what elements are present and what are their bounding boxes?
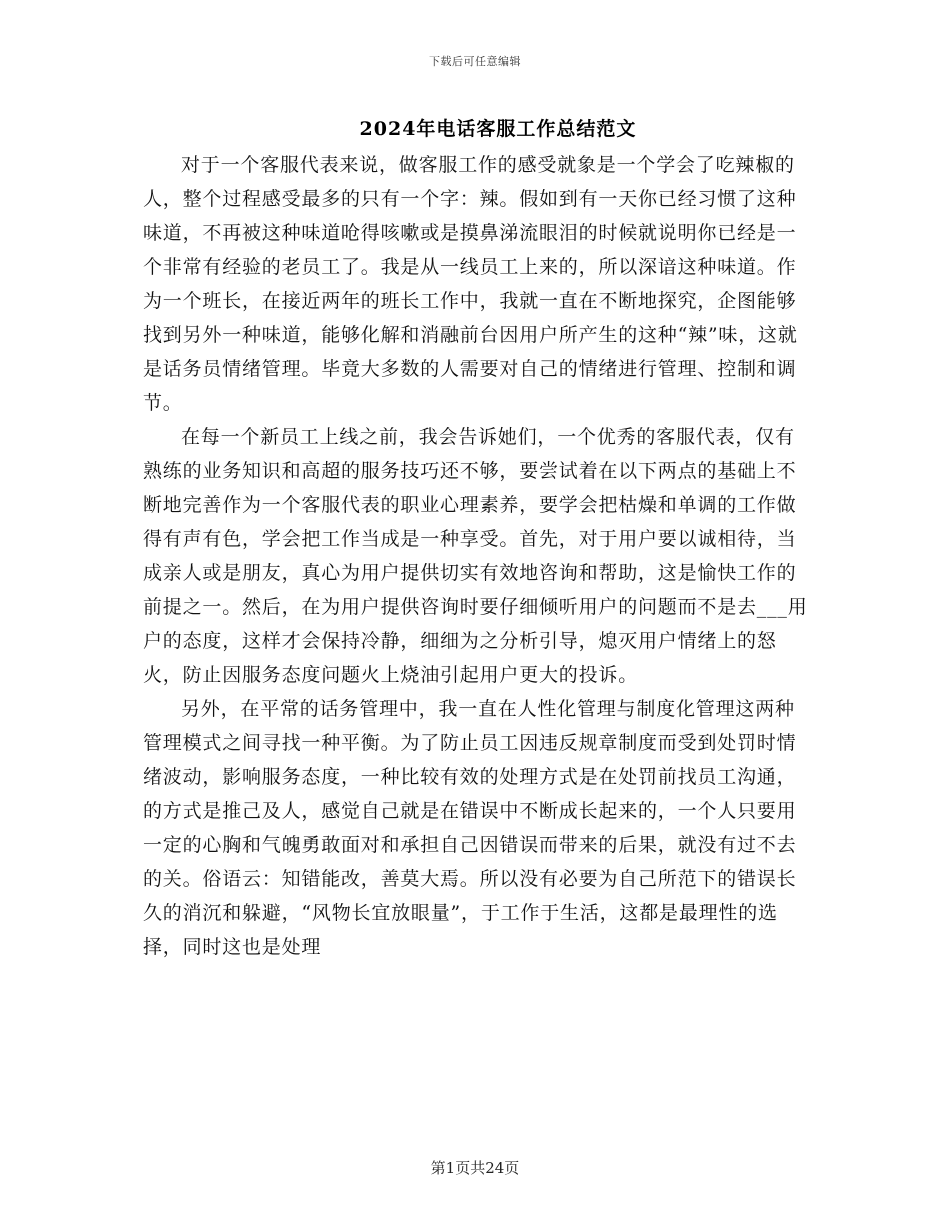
page-footer-number: 第1页共24页 — [430, 1159, 520, 1177]
page-header-note: 下载后可任意编辑 — [429, 55, 521, 68]
document-body — [143, 148, 813, 964]
paragraph: 对于一个客服代表来说，做客服工作的感受就象是一个学会了吃辣椒的人，整个过程感受最多的只有一个字：辣。假如到有一天你已经习惯了这种味道，不再被这种味道呛得咳嗽或是摸鼻涕流眼泪的时候就说明你已经是一个非常有经验的老员工了。我是从一线员工上来的，所以深谙这种味道。作为一个班长，在接近两年的班长工作中，我就一直在不断地探究，企图能够找到另外一种味道，能够化解和消融前台因用户所产生的这种“辣”味，这就是话务员情绪管理。毕竟大多数的人需要对自己的情绪进行管理、控制和调节。 — [143, 154, 798, 414]
paragraph: 另外，在平常的话务管理中，我一直在人性化管理与制度化管理这两种管理模式之间寻找一种平衡。为了防止员工因违反规章制度而受到处罚时情绪波动，影响服务态度，一种比较有效的处理方式是在处罚前找员工沟通，的方式是推己及人，感觉自己就是在错误中不断成长起来的，一个人只要用一定的心胸和气魄勇敢面对和承担自己因错误而带来的后果，就没有过不去的关。俗语云：知错能改，善莫大焉。所以没有必要为自己所范下的错误长久的消沉和躲避，“风物长宜放眼量”，于工作于生活，这都是最理性的选择，同时这也是处理 — [143, 698, 797, 958]
paragraph: 在每一个新员工上线之前，我会告诉她们，一个优秀的客服代表，仅有熟练的业务知识和高超的服务技巧还不够，要尝试着在以下两点的基础上不断地完善作为一个客服代表的职业心理素养，要学会把枯燥和单调的工作做得有声有色，学会把工作当成是一种享受。首先，对于用户要以诚相待，当成亲人或是朋友，真心为用户提供切实有效地咨询和帮助，这是愉快工作的前提之一。然后，在为用户提供咨询时要仔细倾听用户的问题而不是去___用户的态度，这样才会保持冷静，细细为之分析引导，熄灭用户情绪上的怒火，防止因服务态度问题火上烧油引起用户更大的投诉。 — [143, 426, 808, 686]
document-title: 2024年电话客服工作总结范文 — [359, 118, 637, 140]
